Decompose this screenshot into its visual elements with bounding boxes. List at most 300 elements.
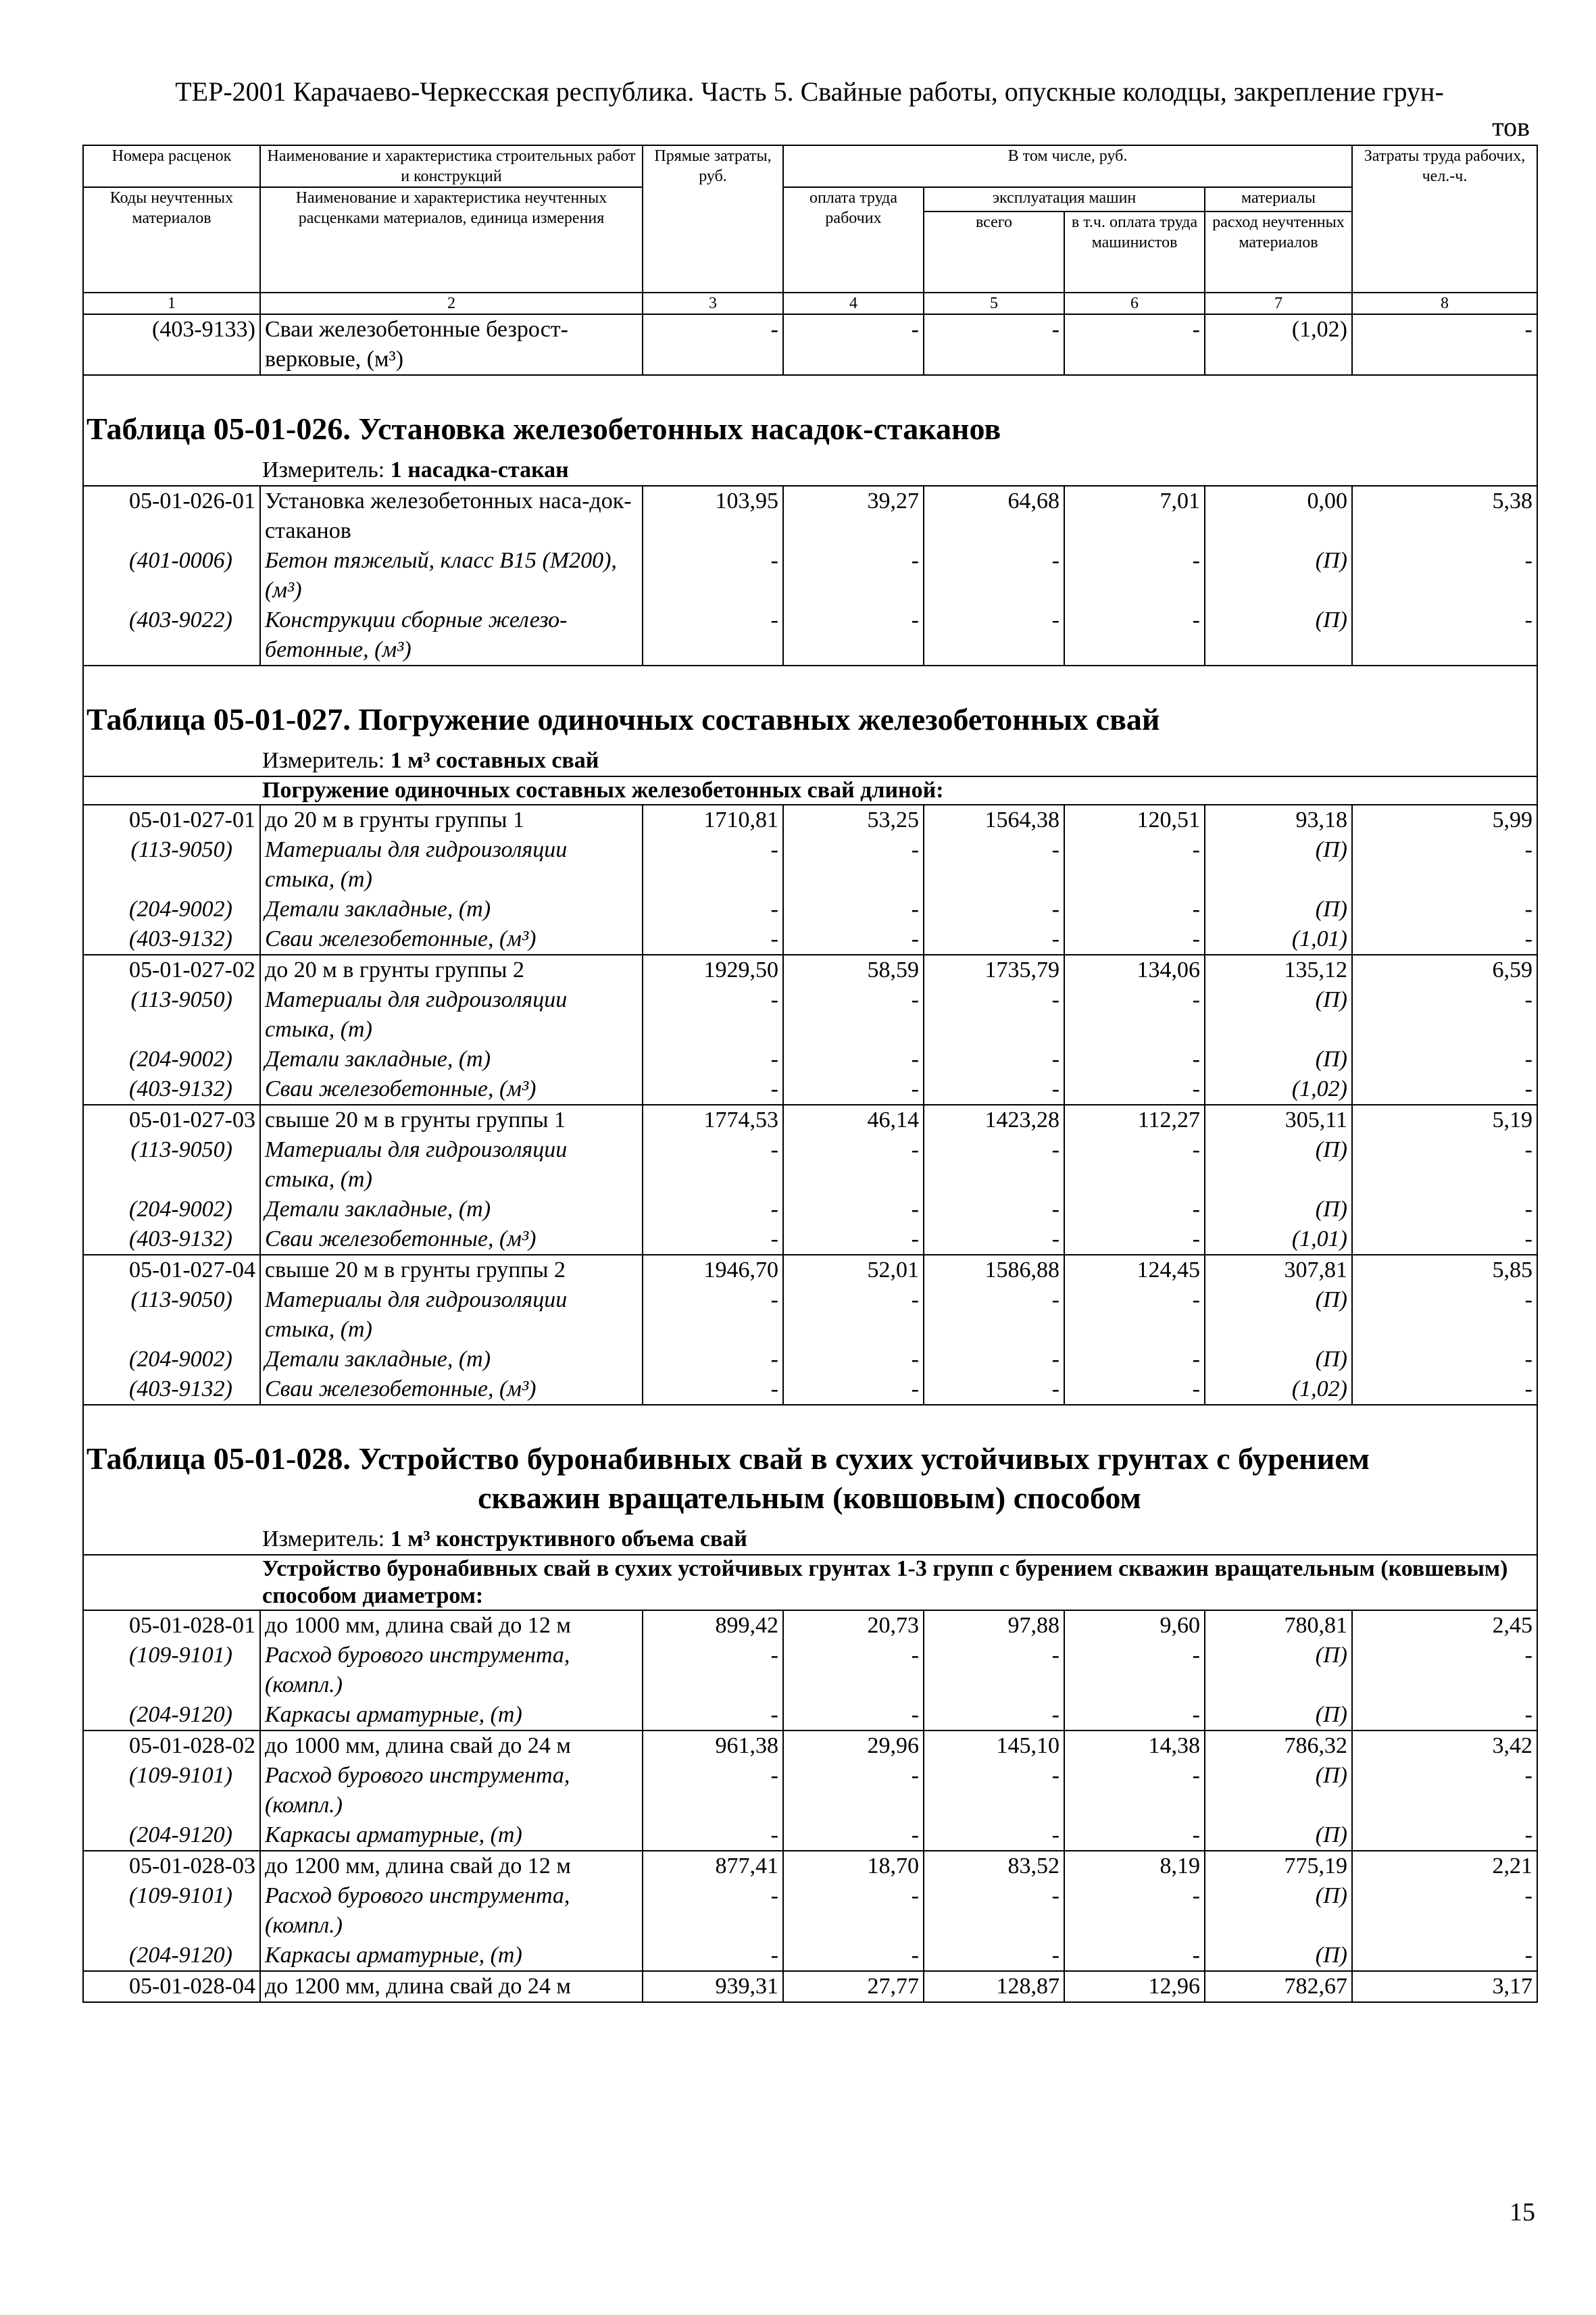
value-cell: - (643, 1074, 783, 1105)
column-numbers-row (83, 293, 1537, 314)
material-row (83, 1345, 1537, 1374)
value-cell: - (924, 1941, 1064, 1971)
rate-row (83, 1610, 1537, 1641)
value-cell: - (643, 1761, 783, 1820)
value-cell: 2,21 (1352, 1851, 1537, 1881)
value-cell: - (924, 1195, 1064, 1224)
unit-label: Измеритель: (262, 1526, 391, 1551)
value-cell: - (1352, 1761, 1537, 1820)
value-cell: - (643, 546, 783, 605)
value-cell: 46,14 (783, 1105, 924, 1135)
value-cell: - (1352, 1641, 1537, 1700)
rate-description: до 20 м в грунты группы 2 (260, 955, 643, 985)
material-description: Каркасы арматурные, (т) (260, 1941, 643, 1971)
column-number: 1 (83, 293, 260, 314)
value-cell: (П) (1205, 1195, 1352, 1224)
table-026-rows (83, 486, 1537, 666)
rate-description: до 1000 мм, длина свай до 24 м (260, 1731, 643, 1761)
table-027-unit (83, 739, 1537, 776)
value-cell: 18,70 (783, 1851, 924, 1881)
rate-block (83, 1610, 1537, 1731)
value-cell: - (643, 1641, 783, 1700)
value-cell: 64,68 (924, 486, 1064, 546)
page-number: 15 (1510, 2198, 1535, 2226)
value-cell: 5,38 (1352, 486, 1537, 546)
value-cell: - (643, 1135, 783, 1195)
value-cell: - (1064, 895, 1205, 924)
column-number: 2 (260, 293, 643, 314)
material-row (83, 1820, 1537, 1851)
value-cell: - (643, 605, 783, 666)
value-cell: - (924, 1761, 1064, 1820)
material-code: (204-9120) (83, 1820, 260, 1851)
material-description: Детали закладные, (т) (260, 1045, 643, 1074)
rate-block (83, 1851, 1537, 1971)
table-026 (83, 375, 1537, 486)
value-cell: 53,25 (783, 805, 924, 835)
value-cell: 1710,81 (643, 805, 783, 835)
material-row (83, 1881, 1537, 1941)
rate-description: Установка железобетонных наса-док-стаканов (260, 486, 643, 546)
unit-value: 1 насадка-стакан (390, 457, 569, 482)
material-code: (403-9132) (83, 1374, 260, 1405)
value-cell: 307,81 (1205, 1255, 1352, 1285)
value-cell: - (924, 1374, 1064, 1405)
value-cell: - (1064, 985, 1205, 1045)
value-cell: (П) (1205, 835, 1352, 895)
value-cell: - (1352, 1345, 1537, 1374)
value-cell: - (1064, 1345, 1205, 1374)
header-including: В том числе, руб. (783, 145, 1352, 187)
material-row (83, 1761, 1537, 1820)
table-028-group: Устройство буронабивных свай в сухих устойчивых грунтах 1-3 групп с бурением скважин вращательным (ковшевым) способом диаметром: (83, 1555, 1537, 1610)
value-cell: - (924, 1881, 1064, 1941)
value-cell: 14,38 (1064, 1731, 1205, 1761)
material-description: Каркасы арматурные, (т) (260, 1820, 643, 1851)
value-cell: - (1064, 1074, 1205, 1105)
value-cell: 1774,53 (643, 1105, 783, 1135)
material-row (83, 895, 1537, 924)
value-cell: - (643, 1881, 783, 1941)
material-description: Детали закладные, (т) (260, 1345, 643, 1374)
value-cell: - (1352, 1285, 1537, 1345)
material-code: (109-9101) (83, 1641, 260, 1700)
table-028 (83, 1405, 1537, 1610)
value-cell: - (1352, 546, 1537, 605)
value-cell: (П) (1205, 1881, 1352, 1941)
table-027 (83, 666, 1537, 805)
value-cell: - (1064, 1941, 1205, 1971)
value-cell: - (1064, 546, 1205, 605)
value-cell: - (924, 1820, 1064, 1851)
value-cell: - (783, 895, 924, 924)
value-cell: - (643, 1700, 783, 1731)
value-cell: - (783, 1941, 924, 1971)
value-cell: (П) (1205, 1641, 1352, 1700)
value-cell: 1423,28 (924, 1105, 1064, 1135)
header-labor: Затраты труда рабочих, чел.-ч. (1352, 145, 1537, 293)
unit-label: Измеритель: (262, 748, 391, 773)
rate-code: 05-01-028-03 (83, 1851, 260, 1881)
estimate-table (82, 145, 1538, 2003)
value-cell: - (924, 1135, 1064, 1195)
rate-block (83, 805, 1537, 955)
unit-value: 1 м³ составных свай (390, 748, 599, 773)
value-cell: - (924, 1045, 1064, 1074)
value-cell: - (1064, 314, 1205, 375)
value-cell: (П) (1205, 895, 1352, 924)
value-cell: 2,45 (1352, 1610, 1537, 1641)
value-cell: - (1064, 1881, 1205, 1941)
header-total: всего (924, 211, 1064, 293)
value-cell: - (1064, 1045, 1205, 1074)
material-row (83, 1195, 1537, 1224)
value-cell: - (783, 605, 924, 666)
value-cell: (П) (1205, 985, 1352, 1045)
value-cell: 5,99 (1352, 805, 1537, 835)
value-cell: 120,51 (1064, 805, 1205, 835)
value-cell: - (1064, 1761, 1205, 1820)
material-description: Сваи железобетонные, (м³) (260, 1374, 643, 1405)
value-cell: - (924, 1345, 1064, 1374)
value-cell: - (924, 924, 1064, 955)
value-cell: - (1352, 605, 1537, 666)
value-cell: - (783, 1074, 924, 1105)
value-cell: - (1064, 1224, 1205, 1255)
table-028-title-line2: скважин вращательным (ковшовым) способом (478, 1480, 1141, 1515)
value-cell: 1946,70 (643, 1255, 783, 1285)
value-cell: (П) (1205, 1700, 1352, 1731)
value-cell: 780,81 (1205, 1610, 1352, 1641)
header-machines: эксплуатация машин (924, 187, 1205, 211)
value-cell: (П) (1205, 1941, 1352, 1971)
header-numbers: Номера расценок (83, 145, 260, 187)
previous-page-rows (83, 314, 1537, 375)
value-cell: - (1352, 835, 1537, 895)
material-code: (204-9002) (83, 1345, 260, 1374)
value-cell: - (924, 546, 1064, 605)
unit-label: Измеритель: (262, 457, 391, 482)
material-description: Сваи железобетонные, (м³) (260, 1074, 643, 1105)
value-cell: - (783, 1285, 924, 1345)
value-cell: - (643, 1195, 783, 1224)
value-cell: 135,12 (1205, 955, 1352, 985)
value-cell: 124,45 (1064, 1255, 1205, 1285)
value-cell: - (643, 1285, 783, 1345)
material-row (83, 1045, 1537, 1074)
rate-block (83, 1255, 1537, 1405)
material-description: Расход бурового инструмента, (компл.) (260, 1641, 643, 1700)
material-row (83, 1641, 1537, 1700)
value-cell: - (643, 314, 783, 375)
material-description: Сваи железобетонные, (м³) (260, 924, 643, 955)
column-number: 5 (924, 293, 1064, 314)
rate-block (83, 1971, 1537, 2002)
value-cell: 20,73 (783, 1610, 924, 1641)
value-cell: 775,19 (1205, 1851, 1352, 1881)
table-028-title (83, 1405, 1537, 1518)
value-cell: (П) (1205, 1045, 1352, 1074)
material-code: (204-9002) (83, 895, 260, 924)
rate-row (83, 955, 1537, 985)
rate-row (83, 1255, 1537, 1285)
value-cell: 134,06 (1064, 955, 1205, 985)
rate-row (83, 1971, 1537, 2002)
material-code: (113-9050) (83, 835, 260, 895)
value-cell: - (1064, 1700, 1205, 1731)
value-cell: - (1352, 1195, 1537, 1224)
value-cell: (П) (1205, 1135, 1352, 1195)
value-cell: - (783, 1374, 924, 1405)
rate-row (83, 314, 1537, 375)
value-cell: - (1064, 1195, 1205, 1224)
value-cell: (П) (1205, 605, 1352, 666)
value-cell: - (783, 1641, 924, 1700)
material-row (83, 605, 1537, 666)
value-cell: (П) (1205, 546, 1352, 605)
material-code: (403-9022) (83, 605, 260, 666)
column-number: 6 (1064, 293, 1205, 314)
rate-code: 05-01-026-01 (83, 486, 260, 546)
column-number: 3 (643, 293, 783, 314)
header-machinist: в т.ч. оплата труда машинистов (1064, 211, 1205, 293)
value-cell: - (643, 985, 783, 1045)
value-cell: - (1064, 1820, 1205, 1851)
column-number: 4 (783, 293, 924, 314)
value-cell: - (1352, 1820, 1537, 1851)
value-cell: 27,77 (783, 1971, 924, 2002)
material-code: (403-9132) (83, 924, 260, 955)
value-cell: (1,02) (1205, 1374, 1352, 1405)
document-header (82, 74, 1537, 145)
value-cell: - (783, 1700, 924, 1731)
material-code: (113-9050) (83, 1285, 260, 1345)
value-cell: - (783, 1820, 924, 1851)
material-description: Каркасы арматурные, (т) (260, 1700, 643, 1731)
rate-row (83, 1731, 1537, 1761)
value-cell: - (783, 1224, 924, 1255)
value-cell: - (1352, 1135, 1537, 1195)
material-description: Детали закладные, (т) (260, 895, 643, 924)
material-row (83, 835, 1537, 895)
value-cell: - (924, 895, 1064, 924)
rate-code: 05-01-027-04 (83, 1255, 260, 1285)
value-cell: - (924, 1700, 1064, 1731)
rate-block (83, 1105, 1537, 1255)
value-cell: - (1064, 1135, 1205, 1195)
value-cell: - (783, 1135, 924, 1195)
value-cell: 52,01 (783, 1255, 924, 1285)
material-code: (403-9132) (83, 1224, 260, 1255)
value-cell: - (924, 1074, 1064, 1105)
value-cell: - (924, 314, 1064, 375)
material-description: Материалы для гидроизоляции стыка, (т) (260, 985, 643, 1045)
value-cell: 8,19 (1064, 1851, 1205, 1881)
value-cell: 58,59 (783, 955, 924, 985)
value-cell: - (783, 985, 924, 1045)
rate-description: до 1200 мм, длина свай до 12 м (260, 1851, 643, 1881)
value-cell: - (643, 924, 783, 955)
value-cell: - (643, 1820, 783, 1851)
value-cell: - (643, 1345, 783, 1374)
material-description: Детали закладные, (т) (260, 1195, 643, 1224)
value-cell: 12,96 (1064, 1971, 1205, 2002)
header-name: Наименование и характеристика строительных работ и конструкций (260, 145, 643, 187)
value-cell: 1735,79 (924, 955, 1064, 985)
material-row (83, 924, 1537, 955)
value-cell: 83,52 (924, 1851, 1064, 1881)
value-cell: 39,27 (783, 486, 924, 546)
material-code: (204-9002) (83, 1045, 260, 1074)
rate-code: 05-01-028-04 (83, 1971, 260, 2002)
document-title: ТЕР-2001 Карачаево-Черкесская республика. Часть 5. Свайные работы, опускные колодцы, закрепление грун- (175, 76, 1444, 107)
material-code: (113-9050) (83, 1135, 260, 1195)
column-number: 8 (1352, 293, 1537, 314)
rate-code: 05-01-027-01 (83, 805, 260, 835)
value-cell: (1,01) (1205, 1224, 1352, 1255)
value-cell: 877,41 (643, 1851, 783, 1881)
value-cell: 5,19 (1352, 1105, 1537, 1135)
value-cell: - (783, 546, 924, 605)
value-cell: 145,10 (924, 1731, 1064, 1761)
table-027-title: Таблица 05-01-027. Погружение одиночных составных железобетонных свай (83, 666, 1537, 739)
material-row (83, 1074, 1537, 1105)
value-cell: 786,32 (1205, 1731, 1352, 1761)
value-cell: - (643, 1045, 783, 1074)
rate-code: 05-01-028-01 (83, 1610, 260, 1641)
material-code: (109-9101) (83, 1761, 260, 1820)
rate-code: 05-01-027-03 (83, 1105, 260, 1135)
material-description: Материалы для гидроизоляции стыка, (т) (260, 1285, 643, 1345)
value-cell: - (1064, 1285, 1205, 1345)
value-cell: (1,02) (1205, 314, 1352, 375)
rate-row (83, 1851, 1537, 1881)
header-codes: Коды неучтенных материалов (83, 187, 260, 293)
material-row (83, 1700, 1537, 1731)
material-code: (113-9050) (83, 985, 260, 1045)
rate-block (83, 955, 1537, 1105)
value-cell: - (783, 314, 924, 375)
value-cell: 1586,88 (924, 1255, 1064, 1285)
material-code: (204-9002) (83, 1195, 260, 1224)
material-code: (403-9132) (83, 1074, 260, 1105)
rate-row (83, 486, 1537, 546)
value-cell: 939,31 (643, 1971, 783, 2002)
value-cell: 93,18 (1205, 805, 1352, 835)
value-cell: - (1352, 924, 1537, 955)
table-026-title: Таблица 05-01-026. Установка железобетонных насадок-стаканов (83, 375, 1537, 449)
value-cell: - (783, 835, 924, 895)
value-cell: - (1352, 1074, 1537, 1105)
value-cell: 128,87 (924, 1971, 1064, 2002)
page (82, 74, 1537, 2003)
value-cell: - (1352, 985, 1537, 1045)
table-028-unit (83, 1518, 1537, 1555)
value-cell: - (924, 985, 1064, 1045)
value-cell: - (643, 835, 783, 895)
value-cell: 0,00 (1205, 486, 1352, 546)
value-cell: - (643, 895, 783, 924)
value-cell: - (1064, 1641, 1205, 1700)
material-row (83, 1374, 1537, 1405)
rate-description: свыше 20 м в грунты группы 1 (260, 1105, 643, 1135)
header-materials: материалы (1205, 187, 1352, 211)
value-cell: 1564,38 (924, 805, 1064, 835)
value-cell: 112,27 (1064, 1105, 1205, 1135)
value-cell: 3,17 (1352, 1971, 1537, 2002)
value-cell: - (1352, 1881, 1537, 1941)
table-header (83, 145, 1537, 314)
value-cell: - (783, 1195, 924, 1224)
value-cell: - (924, 605, 1064, 666)
header-wage: оплата труда рабочих (783, 187, 924, 293)
rate-description: до 1200 мм, длина свай до 24 м (260, 1971, 643, 2002)
value-cell: 97,88 (924, 1610, 1064, 1641)
unit-value: 1 м³ конструктивного объема свай (390, 1526, 747, 1551)
value-cell: - (1352, 1045, 1537, 1074)
value-cell: - (643, 1224, 783, 1255)
material-code: (204-9120) (83, 1700, 260, 1731)
material-description: Сваи железобетонные, (м³) (260, 1224, 643, 1255)
column-number: 7 (1205, 293, 1352, 314)
material-description: Материалы для гидроизоляции стыка, (т) (260, 1135, 643, 1195)
value-cell: - (924, 835, 1064, 895)
material-description: Расход бурового инструмента, (компл.) (260, 1881, 643, 1941)
material-code: (109-9101) (83, 1881, 260, 1941)
value-cell: - (1064, 835, 1205, 895)
table-027-group: Погружение одиночных составных железобетонных свай длиной: (83, 776, 1537, 805)
rate-description: свыше 20 м в грунты группы 2 (260, 1255, 643, 1285)
value-cell: - (1064, 605, 1205, 666)
material-description: Расход бурового инструмента, (компл.) (260, 1761, 643, 1820)
value-cell: - (1352, 314, 1537, 375)
value-cell: - (1352, 1224, 1537, 1255)
value-cell: - (1352, 1941, 1537, 1971)
value-cell: 3,42 (1352, 1731, 1537, 1761)
value-cell: 103,95 (643, 486, 783, 546)
value-cell: 1929,50 (643, 955, 783, 985)
value-cell: (П) (1205, 1285, 1352, 1345)
value-cell: - (924, 1641, 1064, 1700)
value-cell: - (783, 1045, 924, 1074)
value-cell: 9,60 (1064, 1610, 1205, 1641)
value-cell: - (1352, 895, 1537, 924)
material-description: Материалы для гидроизоляции стыка, (т) (260, 835, 643, 895)
value-cell: - (643, 1941, 783, 1971)
value-cell: 961,38 (643, 1731, 783, 1761)
value-cell: (П) (1205, 1761, 1352, 1820)
rate-description: до 20 м в грунты группы 1 (260, 805, 643, 835)
value-cell: - (1064, 1374, 1205, 1405)
value-cell: (1,01) (1205, 924, 1352, 955)
value-cell: - (643, 1374, 783, 1405)
document-title-tail: тов (1492, 111, 1530, 142)
rate-code: 05-01-028-02 (83, 1731, 260, 1761)
material-code: (204-9120) (83, 1941, 260, 1971)
rate-row (83, 1105, 1537, 1135)
value-cell: - (1064, 924, 1205, 955)
header-consumption: расход неучтенных материалов (1205, 211, 1352, 293)
value-cell: - (783, 1761, 924, 1820)
material-description: Конструкции сборные железо-бетонные, (м³) (260, 605, 643, 666)
value-cell: (1,02) (1205, 1074, 1352, 1105)
header-name2: Наименование и характеристика неучтенных расценками материалов, единица измерения (260, 187, 643, 293)
rate-description: до 1000 мм, длина свай до 12 м (260, 1610, 643, 1641)
material-description: Бетон тяжелый, класс В15 (М200), (м³) (260, 546, 643, 605)
value-cell: - (924, 1285, 1064, 1345)
rate-row (83, 805, 1537, 835)
material-row (83, 1285, 1537, 1345)
